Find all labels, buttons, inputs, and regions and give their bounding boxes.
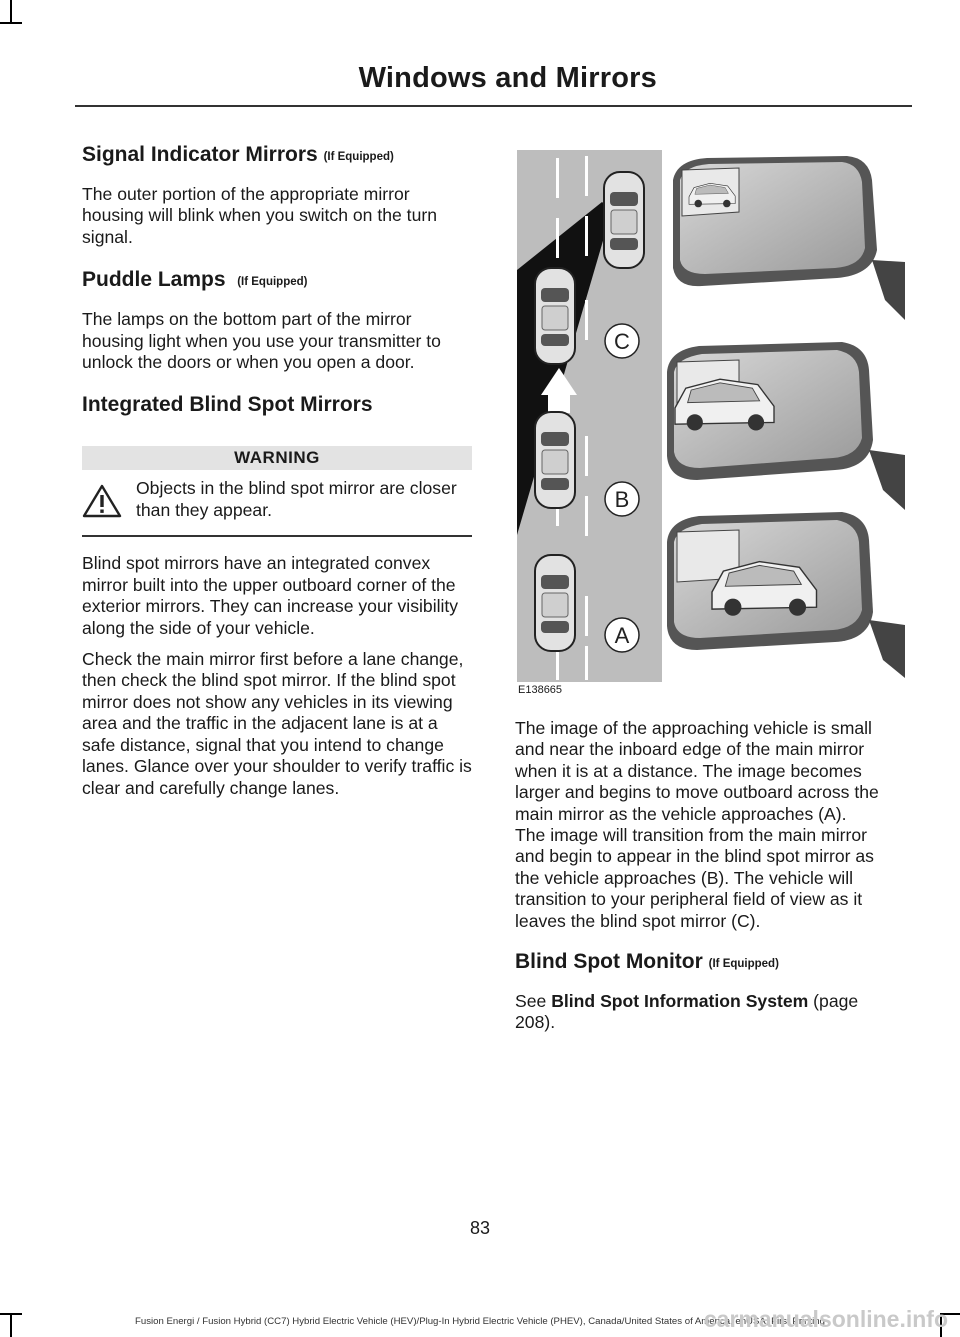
paragraph: The image of the approaching vehicle is small and near the inboard edge of the main mirror when it is at a distance. The image becomes larger and begins to move outboard across the main mirror as the vehicle approaches (A). The image will transition from the main mirror and begin to appear in the blind spot mirror as the vehicle approaches (B). The vehicle will transition to your peripheral field of view as it leaves the blind spot mirror (C).	[515, 718, 879, 931]
header-divider	[75, 105, 912, 107]
warning-triangle-icon	[82, 478, 136, 523]
page-title: Windows and Mirrors	[358, 62, 657, 94]
right-column	[515, 718, 880, 1034]
paragraph: The outer portion of the appropriate mirror housing will blink when you switch on the turn signal.	[82, 184, 438, 247]
page-number: 83	[469, 1218, 491, 1238]
paragraph: Blind spot mirrors have an integrated convex mirror built into the upper outboard corner of the exterior mirrors. They can increase your visibility along the side of your vehicle.	[82, 553, 459, 638]
warning-box	[82, 446, 472, 537]
warning-label: WARNING	[82, 446, 472, 470]
crop-mark	[10, 0, 12, 22]
blind-spot-illustration	[517, 150, 905, 682]
section-heading: Signal Indicator Mirrors (If Equipped)	[82, 143, 394, 166]
paragraph: Check the main mirror first before a lane change, then check the blind spot mirror. If the blind spot mirror does not show any vehicles in its viewing area and the traffic in the adjacent lane is at a safe distance, signal that you intend to change lanes. Glance over your shoulder to verify traffic is clear and carefully change lanes.	[82, 649, 472, 798]
watermark: carmanualsonline.info	[703, 1306, 948, 1332]
label-c: C	[614, 329, 630, 354]
footer-text: Fusion Energi / Fusion Hybrid (CC7) Hybrid Electric Vehicle (HEV)/Plug-In Hybrid Electric Vehicle (PHEV), Canada/United States of America, enUSA, First Printing	[135, 1316, 825, 1327]
section-heading: Blind Spot Monitor (If Equipped)	[515, 950, 779, 974]
label-a: A	[614, 623, 630, 648]
left-column	[82, 142, 474, 799]
section-heading: Integrated Blind Spot Mirrors	[82, 393, 373, 417]
label-b: B	[614, 487, 630, 512]
crop-mark	[0, 1313, 22, 1315]
cross-reference-link[interactable]: Blind Spot Information System	[551, 991, 809, 1012]
paragraph: See Blind Spot Information System (page 208).	[515, 991, 859, 1033]
section-heading: Puddle Lamps (If Equipped)	[82, 268, 308, 292]
figure-code: E138665	[518, 684, 563, 696]
warning-text: Objects in the blind spot mirror are closer than they appear.	[136, 478, 457, 520]
crop-mark	[0, 22, 22, 24]
paragraph: The lamps on the bottom part of the mirror housing light when you use your transmitter to unlock the doors or when you open a door.	[82, 309, 441, 373]
